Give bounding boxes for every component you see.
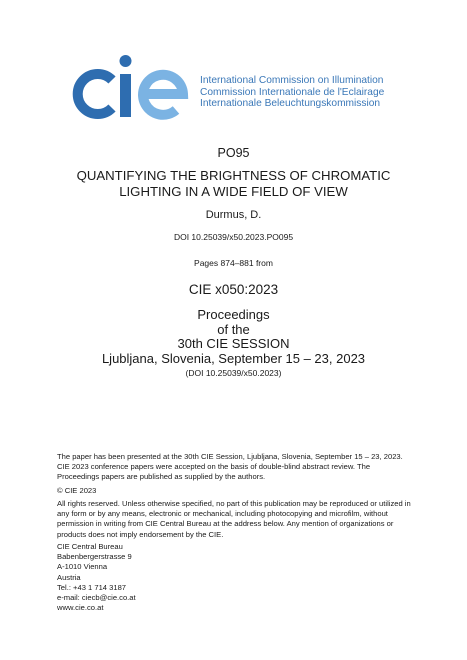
- org-name-german: Internationale Beleuchtungskommission: [200, 98, 381, 110]
- cie-logo: [68, 52, 190, 120]
- address-line: Austria: [57, 572, 81, 582]
- address-block: [57, 542, 413, 613]
- proceedings-line: of the: [217, 321, 250, 337]
- logo-letter-i-stem: [120, 74, 131, 117]
- logo-letter-i-dot: [120, 55, 132, 67]
- copyright-notice: © CIE 2023: [57, 486, 97, 495]
- paper-pages: Pages 874–881 from: [194, 258, 273, 268]
- logo-letter-c: [78, 74, 112, 114]
- proceedings-line: 30th CIE SESSION: [177, 336, 290, 351]
- proceedings-title: [0, 308, 467, 366]
- address-line: Babenbergerstrasse 9: [57, 552, 132, 562]
- paper-title-line: QUANTIFYING THE BRIGHTNESS OF CHROMATIC: [76, 168, 391, 183]
- proceedings-line: Proceedings: [197, 307, 270, 322]
- org-name-french: Commission Internationale de l'Eclairage: [200, 86, 385, 98]
- org-name-english: International Commission on Illumination: [200, 75, 384, 86]
- paper-title: [0, 168, 467, 200]
- paper-doi: DOI 10.25039/x50.2023.PO095: [173, 232, 294, 242]
- proceedings-line: Ljubljana, Slovenia, September 15 – 23, 2023: [101, 350, 366, 366]
- paper-code: PO95: [217, 146, 250, 160]
- address-line: CIE Central Bureau: [57, 542, 123, 551]
- logo-letter-e: [143, 75, 183, 115]
- organization-names: [200, 75, 384, 110]
- proceedings-doi: (DOI 10.25039/x50.2023): [185, 368, 282, 378]
- paper-author: Durmus, D.: [205, 209, 262, 221]
- paper-title-line: LIGHTING IN A WIDE FIELD OF VIEW: [119, 184, 348, 199]
- presentation-note: The paper has been presented at the 30th CIE Session, Ljubljana, Slovenia, September 15 – 23, 2023. CIE 2023 conference papers were accepted on the basis of double-blind abstract review. The Proceedings papers are published as supplied by the authors.: [57, 452, 403, 482]
- rights-notice: All rights reserved. Unless otherwise specified, no part of this publication may be reproduced or utilized in any form or by any means, electronic or mechanical, including photocopying and microfilm, without permission in writing from CIE Central Bureau at the address below. Any mention of organizations or products does not imply endorsement by the CIE.: [57, 499, 411, 539]
- website-line: www.cie.co.at: [57, 603, 104, 613]
- proceedings-standard: CIE x050:2023: [188, 282, 279, 297]
- address-line: A-1010 Vienna: [57, 562, 108, 572]
- phone-line: Tel.: +43 1 714 3187: [57, 582, 127, 592]
- email-line: e-mail: ciecb@cie.co.at: [57, 593, 136, 603]
